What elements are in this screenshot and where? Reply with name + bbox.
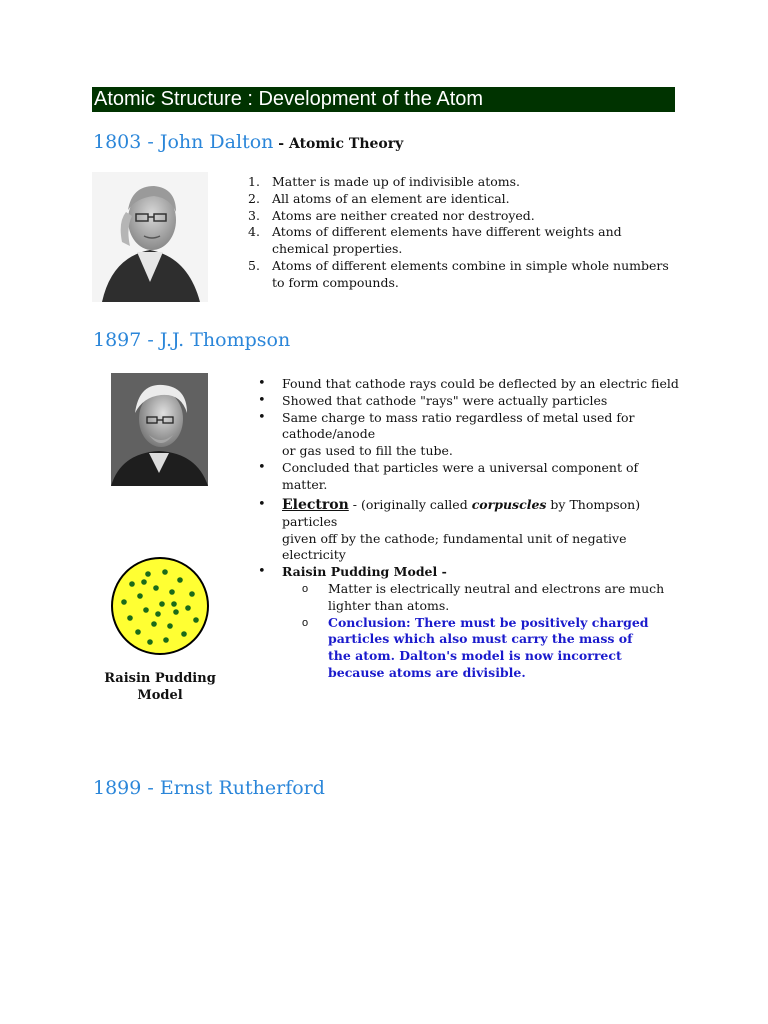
raisin-electron-dot xyxy=(185,605,191,611)
raisin-electron-dot xyxy=(173,609,179,615)
document-title-banner: Atomic Structure : Development of the Atom xyxy=(92,87,675,112)
list-text: Concluded that particles were a universal component of matter. xyxy=(282,459,639,492)
thompson-name: J.J. Thompson xyxy=(159,329,291,351)
raisin-electron-dot xyxy=(151,621,157,627)
raisin-electron-dot xyxy=(163,637,169,643)
dalton-portrait-drawing xyxy=(92,172,208,302)
raisin-pudding-caption: Raisin Pudding Model xyxy=(104,671,216,703)
raisin-electron-dot xyxy=(193,617,199,623)
electron-term: Electron xyxy=(282,497,349,513)
raisin-pudding-dash: - xyxy=(437,564,447,580)
thompson-heading xyxy=(93,329,290,351)
raisin-electron-dot xyxy=(169,589,175,595)
list-item xyxy=(248,174,688,191)
corpuscles-term: corpuscles xyxy=(471,497,547,512)
rutherford-year: 1899 - xyxy=(93,777,160,799)
raisin-pudding-term: Raisin Pudding Model xyxy=(282,564,438,580)
dalton-year: 1803 - xyxy=(93,131,160,153)
list-text: Found that cathode rays could be deflected by an electric field xyxy=(282,376,679,391)
raisin-pudding-item xyxy=(256,564,665,682)
electron-text: by Thompson) particles xyxy=(282,497,641,529)
raisin-electron-dot xyxy=(159,601,165,607)
list-text: Atoms are neither created nor destroyed. xyxy=(272,207,535,223)
list-item xyxy=(248,224,682,258)
list-text: or gas used to fill the tube. xyxy=(282,443,453,459)
raisin-electron-dot xyxy=(143,607,149,613)
raisin-electron-dot xyxy=(137,593,143,599)
sublist-marker: o xyxy=(302,582,309,595)
sublist-marker: o xyxy=(302,616,309,629)
dalton-subtitle: - Atomic Theory xyxy=(273,136,404,152)
thompson-portrait xyxy=(111,373,208,486)
thompson-findings-list xyxy=(256,376,686,494)
list-item xyxy=(256,460,686,494)
conclusion-text: Conclusion: There must be positively charged particles which also must carry the mass of the atom. Dalton's model is now incorrect because atoms are divisible. xyxy=(328,614,649,680)
raisin-electron-dot xyxy=(127,615,133,621)
list-item xyxy=(256,410,642,460)
rutherford-heading xyxy=(93,777,325,799)
raisin-electron-dot xyxy=(121,599,127,605)
raisin-electron-dot xyxy=(153,585,159,591)
raisin-electron-dot xyxy=(147,639,153,645)
sublist-text: Matter is electrically neutral and electrons are much lighter than atoms. xyxy=(328,580,665,613)
list-number: 2. xyxy=(248,190,260,206)
raisin-electron-dot xyxy=(171,601,177,607)
thompson-year: 1897 - xyxy=(93,329,160,351)
sublist-item xyxy=(302,615,658,682)
list-number: 5. xyxy=(248,257,260,273)
raisin-electron-dot xyxy=(129,581,135,587)
electron-dash: - (originally called xyxy=(348,497,472,512)
raisin-electron-dot xyxy=(155,611,161,617)
dalton-atomic-theory-list xyxy=(248,174,688,292)
raisin-pudding-model-diagram xyxy=(110,556,210,656)
list-text: Matter is made up of indivisible atoms. xyxy=(272,174,520,189)
raisin-electron-dot xyxy=(189,591,195,597)
raisin-electron-dot xyxy=(167,623,173,629)
raisin-pudding-sublist xyxy=(282,580,665,682)
list-item xyxy=(256,393,686,410)
raisin-electron-dot xyxy=(162,569,168,575)
list-number: 3. xyxy=(248,207,260,223)
raisin-electron-dot xyxy=(135,629,141,635)
raisin-pudding-model-svg xyxy=(110,556,210,656)
dalton-name: John Dalton xyxy=(159,131,274,153)
list-item xyxy=(248,191,688,208)
raisin-electron-dot xyxy=(145,571,151,577)
list-item xyxy=(248,258,682,292)
list-text: Same charge to mass ratio regardless of metal used for cathode/anode xyxy=(282,409,635,442)
electron-definition: given off by the cathode; fundamental unit of negative electricity xyxy=(282,530,627,563)
list-item xyxy=(248,208,688,225)
raisin-electron-dot xyxy=(141,579,147,585)
list-text: Atoms of different elements combine in simple whole numbers to form compounds. xyxy=(272,257,669,290)
list-number: 4. xyxy=(248,224,260,240)
list-text: All atoms of an element are identical. xyxy=(272,190,510,206)
sublist-item xyxy=(302,581,668,615)
dalton-portrait xyxy=(92,172,208,302)
electron-item xyxy=(256,497,662,564)
list-number: 1. xyxy=(248,174,260,189)
rutherford-name: Ernst Rutherford xyxy=(159,777,325,799)
list-item xyxy=(256,376,686,393)
raisin-electron-dot xyxy=(177,577,183,583)
thompson-portrait-drawing xyxy=(111,373,208,486)
electron-and-model-list xyxy=(256,497,665,682)
raisin-electron-dot xyxy=(181,631,187,637)
dalton-heading xyxy=(93,131,403,153)
pudding-sphere xyxy=(112,558,208,654)
list-text: Showed that cathode "rays" were actually particles xyxy=(282,392,608,408)
list-text: Atoms of different elements have different weights and chemical properties. xyxy=(272,224,622,257)
